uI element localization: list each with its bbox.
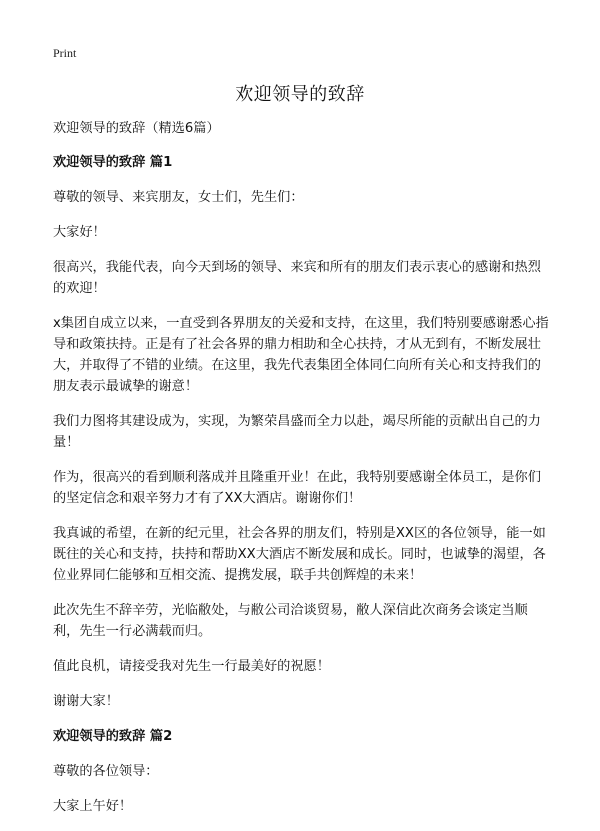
paragraph: x集团自成立以来，一直受到各界朋友的关爱和支持，在这里，我们特别要感谢悉心指导和政策扶持。正是有了社会各界的鼎力相助和全心扶持，才从无到有，不断发展壮大，并取得了不错的业绩。在这里，我先代表集团全体同仁向所有关心和支持我们的朋友表示最诚挚的谢意！ <box>53 316 549 394</box>
document-body <box>53 118 553 831</box>
section-heading-2: 欢迎领导的致辞 篇2 <box>53 729 173 744</box>
print-link[interactable]: Print <box>53 46 77 60</box>
paragraph: 大家上午好！ <box>53 799 133 814</box>
paragraph: 此次先生不辞辛劳，光临敝处，与敝公司洽谈贸易，敝人深信此次商务会谈定当顺利，先生一行必满载而归。 <box>53 603 528 639</box>
paragraph: 尊敬的领导、来宾朋友，女士们，先生们： <box>53 190 304 205</box>
paragraph: 尊敬的各位领导： <box>53 764 159 779</box>
page-title: 欢迎领导的致辞 <box>235 84 365 105</box>
section-heading-1: 欢迎领导的致辞 篇1 <box>53 155 173 170</box>
paragraph: 我们力图将其建设成为，实现，为繁荣昌盛而全力以赴，竭尽所能的贡献出自己的力量！ <box>53 414 541 450</box>
paragraph: 值此良机，请接受我对先生一行最美好的祝愿！ <box>53 659 330 674</box>
document-subtitle: 欢迎领导的致辞（精选6篇） <box>53 121 220 136</box>
paragraph: 大家好！ <box>53 225 106 240</box>
paragraph: 很高兴，我能代表，向今天到场的领导、来宾和所有的朋友们表示衷心的感谢和热烈的欢迎！ <box>53 260 541 296</box>
paragraph: 作为，很高兴的看到顺利落成并且隆重开业！在此，我特别要感谢全体员工，是你们的坚定信念和艰辛努力才有了XX大酒店。谢谢你们！ <box>53 470 541 506</box>
paragraph: 谢谢大家！ <box>53 694 119 709</box>
paragraph: 我真诚的希望，在新的纪元里，社会各界的朋友们，特别是XX区的各位领导，能一如既往的关心和支持，扶持和帮助XX大酒店不断发展和成长。同时，也诚挚的渴望，各位业界同仁能够和互相交流、提携发展，联手共创辉煌的未来！ <box>53 526 546 583</box>
